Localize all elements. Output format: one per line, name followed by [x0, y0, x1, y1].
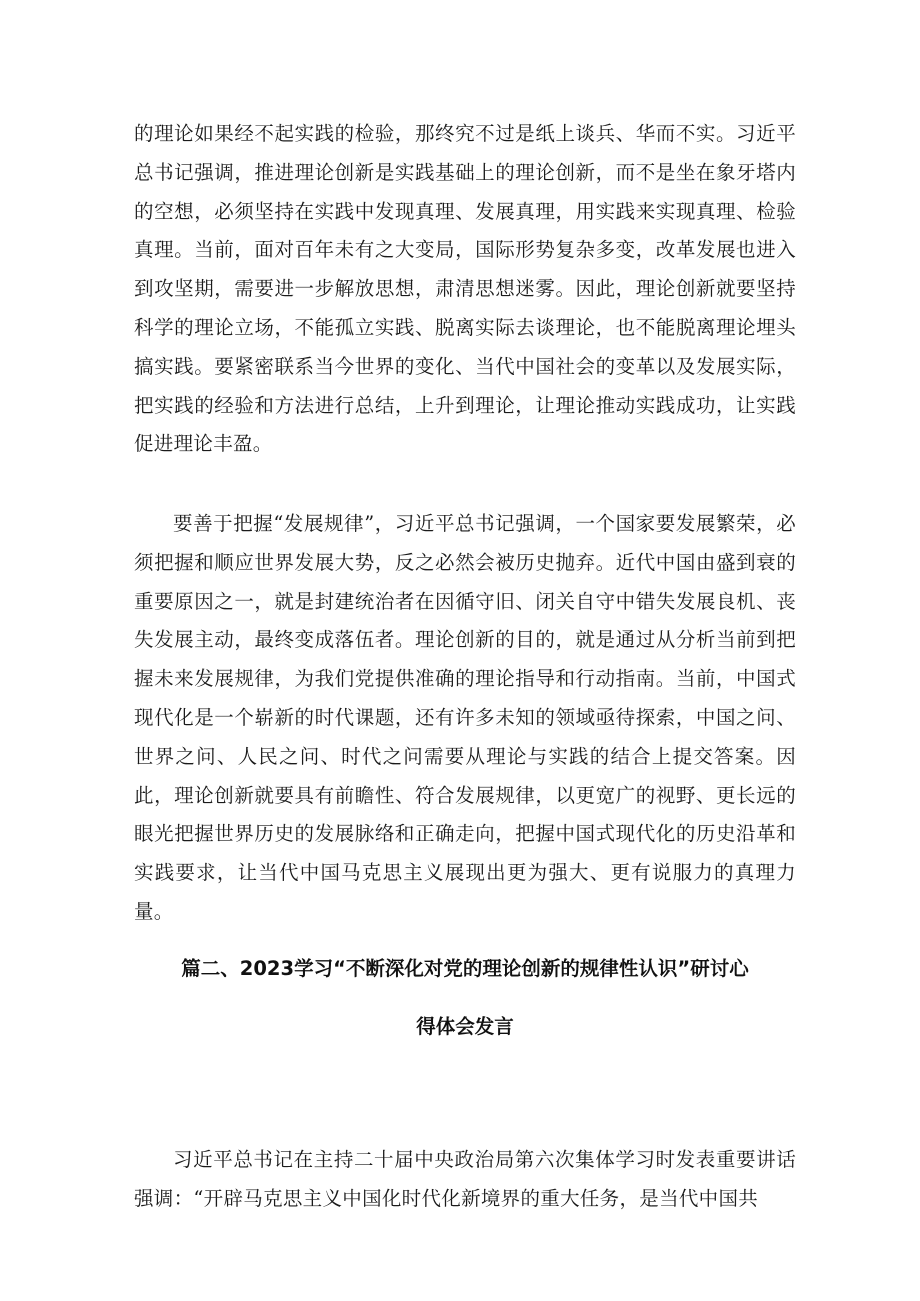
body-text-block-2 [134, 505, 796, 932]
section-heading-line-2: 得体会发言 [416, 1015, 514, 1038]
body-text-block-3 [134, 1141, 796, 1219]
paragraph-practice-theory: 的理论如果经不起实践的检验，那终究不过是纸上谈兵、华而不实。习近平总书记强调，推进理论创新是实践基础上的理论创新，而不是坐在象牙塔内的空想，必须坚持在实践中发现真理、发展真理，用实践来实现真理、检验真理。当前，面对百年未有之大变局，国际形势复杂多变，改革发展也进入到攻坚期，需要进一步解放思想，肃清思想迷雾。因此，理论创新就要坚持科学的理论立场，不能孤立实践、脱离实际去谈理论，也不能脱离理论埋头搞实践。要紧密联系当今世界的变化、当代中国社会的变革以及发展实际，把实践的经验和方法进行总结，上升到理论，让理论推动实践成功，让实践促进理论丰盈。 [134, 122, 796, 456]
paragraph-section-two-intro: 习近平总书记在主持二十届中央政治局第六次集体学习时发表重要讲话强调：“开辟马克思主义中国化时代化新境界的重大任务，是当代中国共 [134, 1148, 796, 1210]
paragraph-development-law: 要善于把握“发展规律”，习近平总书记强调，一个国家要发展繁荣，必须把握和顺应世界发展大势，反之必然会被历史抛弃。近代中国由盛到衰的重要原因之一，就是封建统治者在因循守旧、闭关自守中错失发展良机、丧失发展主动，最终变成落伍者。理论创新的目的，就是通过从分析当前到把握未来发展规律，为我们党提供准确的理论指导和行动指南。当前，中国式现代化是一个崭新的时代课题，还有许多未知的领域亟待探索，中国之问、世界之问、人民之问、时代之问需要从理论与实践的结合上提交答案。因此，理论创新就要具有前瞻性、符合发展规律，以更宽广的视野、更长远的眼光把握世界历史的发展脉络和正确走向，把握中国式现代化的历史沿革和实践要求，让当代中国马克思主义展现出更为强大、更有说服力的真理力量。 [134, 512, 796, 923]
section-heading-line-1: 篇二、2023学习“不断深化对党的理论创新的规律性认识”研讨心 [181, 957, 749, 980]
body-text-block-1 [134, 115, 796, 464]
